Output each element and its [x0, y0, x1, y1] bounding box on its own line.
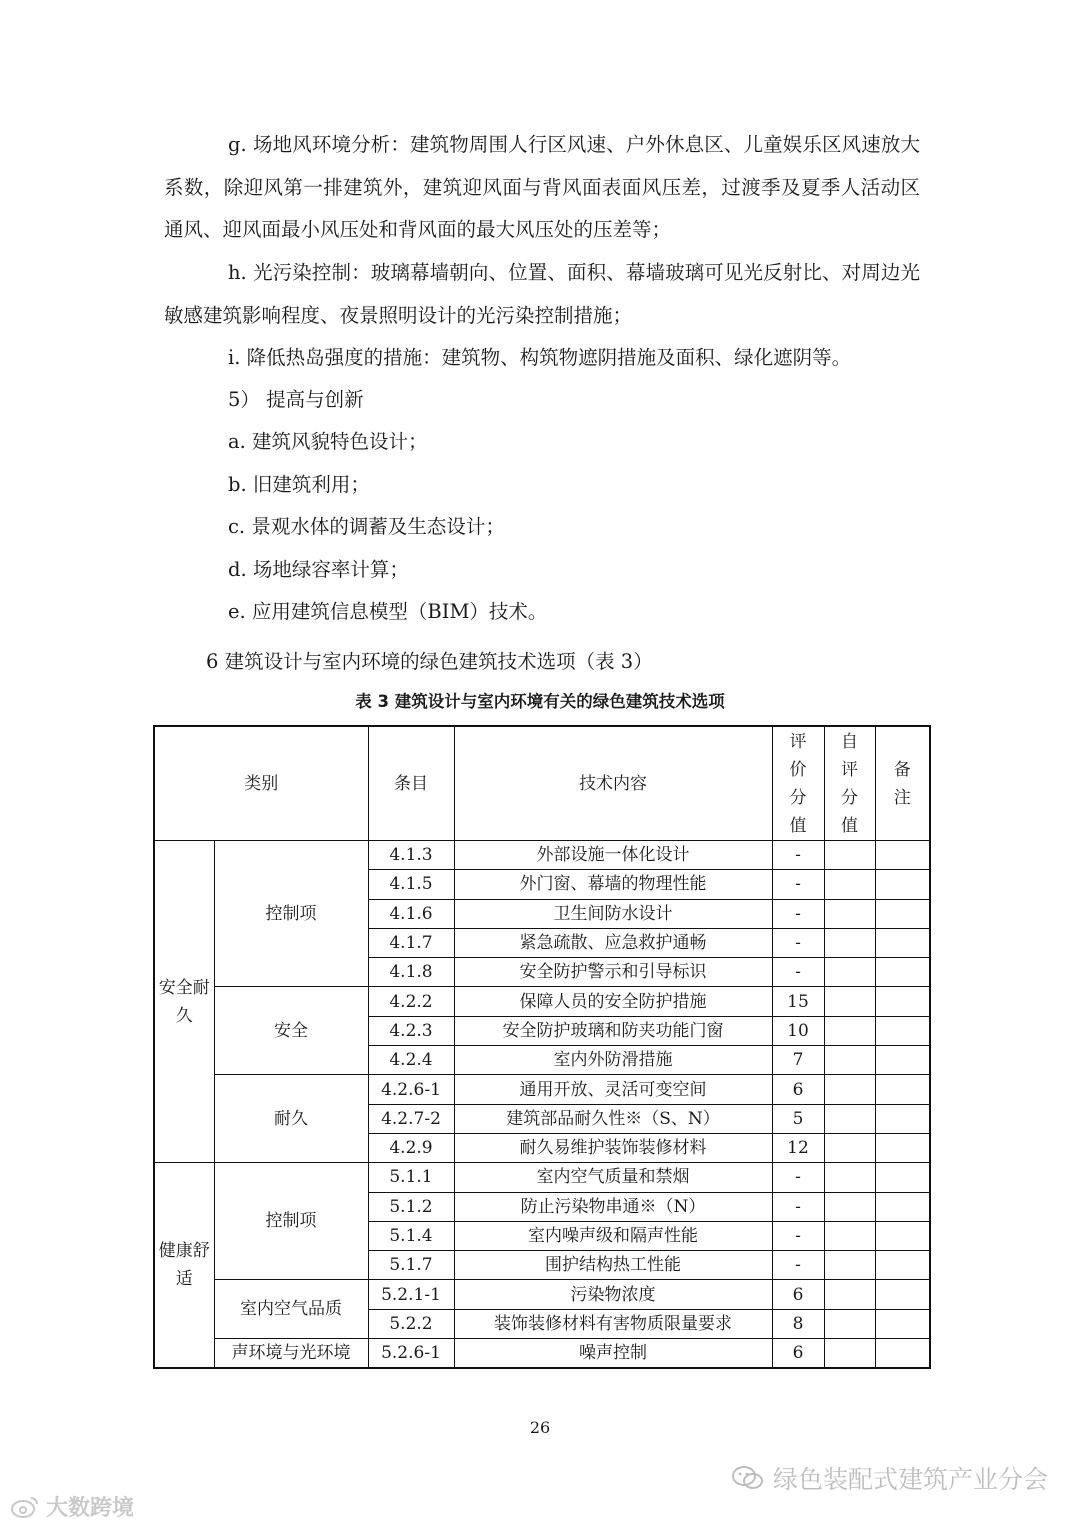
- score-cell: 15: [772, 987, 824, 1016]
- paragraph-i: i. 降低热岛强度的措施：建筑物、构筑物遮阴措施及面积、绿化遮阴等。: [228, 346, 852, 369]
- tech-options-table: [153, 725, 931, 1369]
- table-row: [154, 1075, 930, 1104]
- self-score-cell: [824, 1075, 875, 1104]
- self-score-cell: [824, 987, 875, 1016]
- score-cell: -: [772, 870, 824, 899]
- item-cell: 4.2.4: [368, 1046, 454, 1075]
- content-cell: 外部设施一体化设计: [454, 841, 772, 870]
- header-item: 条目: [368, 726, 454, 841]
- score-cell: -: [772, 1221, 824, 1250]
- self-score-cell: [824, 1221, 875, 1250]
- note-cell: [875, 1192, 930, 1221]
- content-cell: 防止污染物串通※（N）: [454, 1192, 772, 1221]
- note-cell: [875, 1046, 930, 1075]
- content-cell: 安全防护玻璃和防夹功能门窗: [454, 1016, 772, 1045]
- content-cell: 污染物浓度: [454, 1280, 772, 1309]
- wechat-icon: [731, 1464, 765, 1492]
- content-cell: 噪声控制: [454, 1339, 772, 1369]
- page-number: 26: [529, 1418, 551, 1437]
- content-cell: 通用开放、灵活可变空间: [454, 1075, 772, 1104]
- content-cell: 室内外防滑措施: [454, 1046, 772, 1075]
- header-content: 技术内容: [454, 726, 772, 841]
- self-score-cell: [824, 841, 875, 870]
- content-cell: 室内空气质量和禁烟: [454, 1163, 772, 1192]
- score-cell: 12: [772, 1133, 824, 1162]
- self-score-cell: [824, 928, 875, 957]
- score-cell: 6: [772, 1339, 824, 1369]
- score-cell: -: [772, 1251, 824, 1280]
- self-score-cell: [824, 1192, 875, 1221]
- self-score-cell: [824, 958, 875, 987]
- table-caption: 表 3 建筑设计与室内环境有关的绿色建筑技术选项: [355, 692, 725, 711]
- watermark-left-text: 大数跨境: [46, 1496, 135, 1521]
- section-5-item: e. 应用建筑信息模型（BIM）技术。: [228, 600, 548, 623]
- note-cell: [875, 1221, 930, 1250]
- item-cell: 4.1.5: [368, 870, 454, 899]
- table-row: [154, 1280, 930, 1309]
- score-cell: -: [772, 899, 824, 928]
- self-score-cell: [824, 1280, 875, 1309]
- note-cell: [875, 987, 930, 1016]
- note-cell: [875, 899, 930, 928]
- content-cell: 保障人员的安全防护措施: [454, 987, 772, 1016]
- item-cell: 4.2.6-1: [368, 1075, 454, 1104]
- item-cell: 5.1.7: [368, 1251, 454, 1280]
- self-score-cell: [824, 1251, 875, 1280]
- content-cell: 耐久易维护装饰装修材料: [454, 1133, 772, 1162]
- note-cell: [875, 841, 930, 870]
- self-score-cell: [824, 870, 875, 899]
- item-cell: 5.1.2: [368, 1192, 454, 1221]
- content-cell: 外门窗、幕墙的物理性能: [454, 870, 772, 899]
- self-score-cell: [824, 899, 875, 928]
- item-cell: 5.2.2: [368, 1309, 454, 1338]
- header-category: 类别: [154, 726, 368, 841]
- section-5-item: d. 场地绿容率计算；: [228, 558, 409, 581]
- content-cell: 安全防护警示和引导标识: [454, 958, 772, 987]
- section-5-item: b. 旧建筑利用；: [228, 473, 370, 496]
- section-5-item: a. 建筑风貌特色设计；: [228, 430, 428, 453]
- self-score-cell: [824, 1104, 875, 1133]
- item-cell: 5.1.4: [368, 1221, 454, 1250]
- category-cell: 健康舒适: [154, 1163, 214, 1369]
- score-cell: 10: [772, 1016, 824, 1045]
- note-cell: [875, 1339, 930, 1369]
- note-cell: [875, 1075, 930, 1104]
- note-cell: [875, 928, 930, 957]
- self-score-cell: [824, 1163, 875, 1192]
- section-5-item: c. 景观水体的调蓄及生态设计；: [228, 515, 505, 538]
- note-cell: [875, 1133, 930, 1162]
- watermark-right: [731, 1460, 1048, 1496]
- note-cell: [875, 1251, 930, 1280]
- header-self-score: 自 评 分 值: [824, 726, 875, 841]
- score-cell: -: [772, 928, 824, 957]
- self-score-cell: [824, 1133, 875, 1162]
- subcategory-cell: 室内空气品质: [214, 1280, 368, 1339]
- subcategory-cell: 安全: [214, 987, 368, 1075]
- category-cell: 安全耐久: [154, 841, 214, 1163]
- note-cell: [875, 1104, 930, 1133]
- section-5-title: 5） 提高与创新: [228, 388, 364, 411]
- score-cell: 8: [772, 1309, 824, 1338]
- item-cell: 4.2.2: [368, 987, 454, 1016]
- content-cell: 建筑部品耐久性※（S、N）: [454, 1104, 772, 1133]
- note-cell: [875, 1280, 930, 1309]
- item-cell: 4.1.7: [368, 928, 454, 957]
- item-cell: 4.1.3: [368, 841, 454, 870]
- content-cell: 围护结构热工性能: [454, 1251, 772, 1280]
- paragraph-g: g. 场地风环境分析：建筑物周围人行区风速、户外休息区、儿童娱乐区风速放大系数，除迎风第一排建筑外，建筑迎风面与背风面表面风压差，过渡季及夏季人活动区通风、迎风面最小风压处和背风面的最大风压处的压差等；: [164, 133, 920, 241]
- header-score: 评 价 分 值: [772, 726, 824, 841]
- score-cell: -: [772, 1192, 824, 1221]
- content-cell: 卫生间防水设计: [454, 899, 772, 928]
- score-cell: 6: [772, 1075, 824, 1104]
- content-cell: 紧急疏散、应急救护通畅: [454, 928, 772, 957]
- score-cell: -: [772, 841, 824, 870]
- self-score-cell: [824, 1016, 875, 1045]
- table-header-row: [154, 726, 930, 841]
- note-cell: [875, 870, 930, 899]
- header-note: 备 注: [875, 726, 930, 841]
- content-cell: 室内噪声级和隔声性能: [454, 1221, 772, 1250]
- weibo-icon: [10, 1495, 40, 1519]
- score-cell: 6: [772, 1280, 824, 1309]
- self-score-cell: [824, 1339, 875, 1369]
- table-row: [154, 987, 930, 1016]
- note-cell: [875, 958, 930, 987]
- self-score-cell: [824, 1046, 875, 1075]
- item-cell: 4.1.6: [368, 899, 454, 928]
- item-cell: 4.2.3: [368, 1016, 454, 1045]
- table-row: [154, 1163, 930, 1192]
- table-row: [154, 841, 930, 870]
- note-cell: [875, 1309, 930, 1338]
- item-cell: 4.2.7-2: [368, 1104, 454, 1133]
- subcategory-cell: 控制项: [214, 1163, 368, 1280]
- score-cell: 5: [772, 1104, 824, 1133]
- item-cell: 5.1.1: [368, 1163, 454, 1192]
- item-cell: 4.1.8: [368, 958, 454, 987]
- item-cell: 5.2.6-1: [368, 1339, 454, 1369]
- subcategory-cell: 控制项: [214, 841, 368, 987]
- note-cell: [875, 1016, 930, 1045]
- table-row: [154, 1339, 930, 1369]
- note-cell: [875, 1163, 930, 1192]
- subcategory-cell: 声环境与光环境: [214, 1339, 368, 1369]
- watermark-left: [10, 1491, 134, 1522]
- content-cell: 装饰装修材料有害物质限量要求: [454, 1309, 772, 1338]
- paragraph-h: h. 光污染控制：玻璃幕墙朝向、位置、面积、幕墙玻璃可见光反射比、对周边光敏感建筑影响程度、夜景照明设计的光污染控制措施；: [164, 261, 920, 327]
- item-cell: 5.2.1-1: [368, 1280, 454, 1309]
- self-score-cell: [824, 1309, 875, 1338]
- score-cell: -: [772, 958, 824, 987]
- watermark-right-text: 绿色装配式建筑产业分会: [772, 1465, 1048, 1494]
- subcategory-cell: 耐久: [214, 1075, 368, 1163]
- score-cell: -: [772, 1163, 824, 1192]
- score-cell: 7: [772, 1046, 824, 1075]
- section-6-title: 6 建筑设计与室内环境的绿色建筑技术选项（表 3）: [206, 650, 653, 673]
- item-cell: 4.2.9: [368, 1133, 454, 1162]
